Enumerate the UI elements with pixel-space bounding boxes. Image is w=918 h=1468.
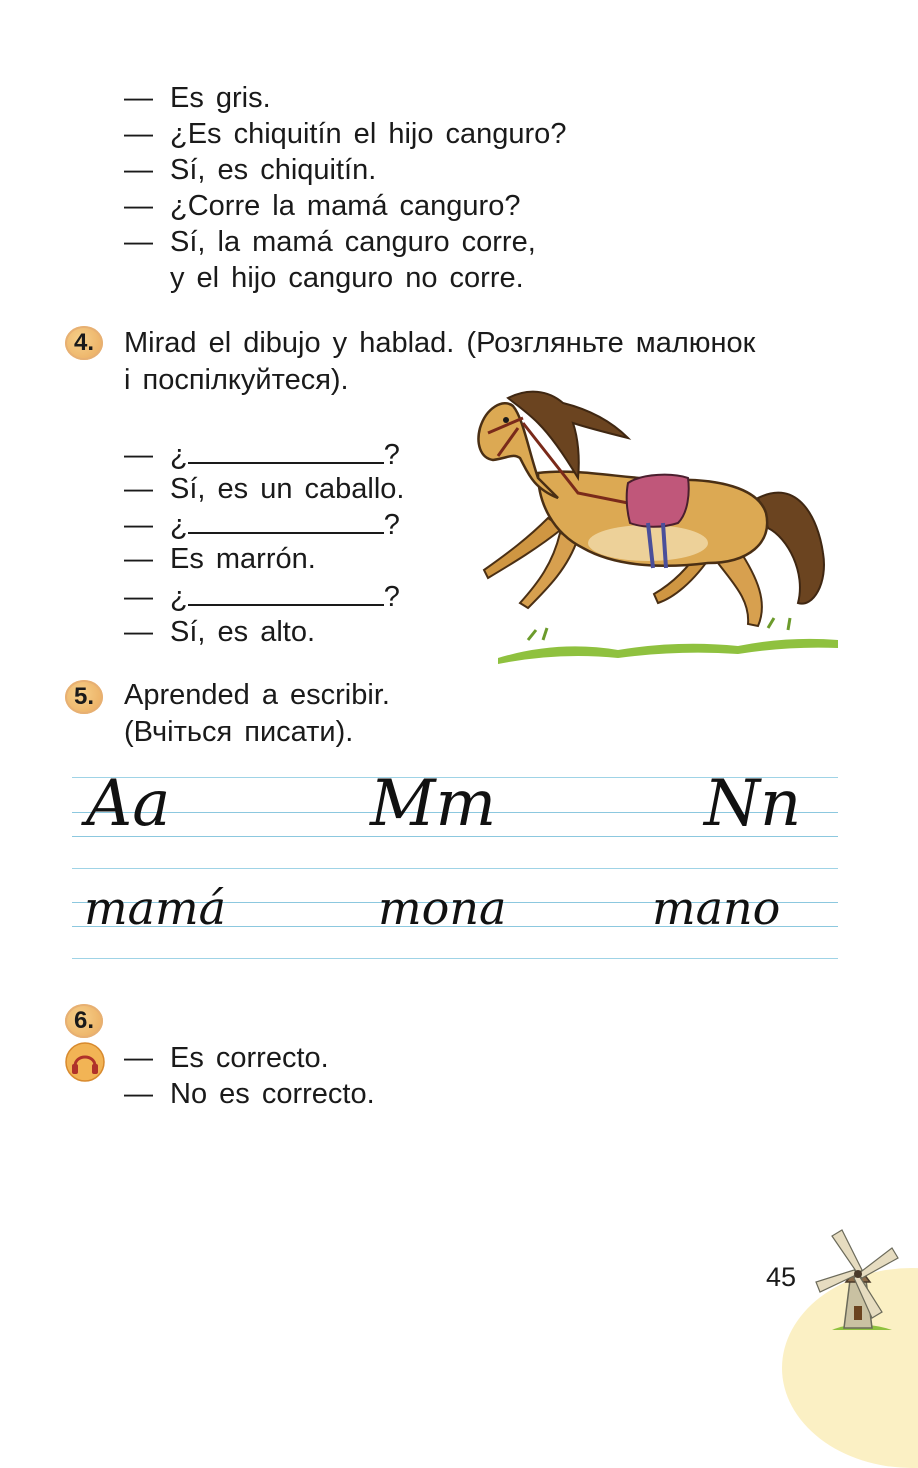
dialogue-line: — ¿ ? (124, 436, 400, 473)
dialogue-line: — Sí, la mamá canguro corre, (124, 226, 536, 258)
exercise-instruction: Mirad el dibujo y hablad. (Розгляньте малюнок (124, 327, 756, 359)
exercise-instruction-translation: (Вчіться писати). (124, 716, 354, 748)
writing-guide-line (72, 868, 838, 869)
dialogue-line: — Es correcto. (124, 1042, 329, 1074)
cursive-word: mano (652, 881, 781, 935)
answer-blank[interactable] (188, 578, 384, 606)
exercise-number-badge: 6. (65, 1004, 103, 1038)
dialogue-line: — Sí, es chiquitín. (124, 154, 377, 186)
exercise-number-badge: 5. (65, 680, 103, 714)
dialogue-line: — Sí, es un caballo. (124, 473, 405, 505)
dialogue-line: — ¿Es chiquitín el hijo canguro? (124, 118, 567, 150)
dialogue-line: y el hijo canguro no corre. (170, 262, 524, 294)
dialogue-line: — ¿ ? (124, 578, 400, 615)
dialogue-line: — Es marrón. (124, 543, 316, 575)
cursive-word: mona (378, 881, 507, 935)
page-number: 45 (766, 1262, 797, 1292)
exercise-number-badge: 4. (65, 326, 103, 360)
dialogue-line: — No es correcto. (124, 1078, 375, 1110)
cursive-letter-pair: Mm (370, 767, 497, 841)
dialogue-line: — ¿Corre la mamá canguro? (124, 190, 521, 222)
headphones-icon[interactable] (65, 1042, 105, 1082)
writing-guide-line (72, 958, 838, 959)
dialogue-line: — ¿ ? (124, 506, 400, 543)
cursive-letter-pair: Nn (704, 767, 802, 841)
dialogue-line: — Sí, es alto. (124, 616, 316, 648)
cursive-letter-pair: Aa (86, 767, 171, 841)
dialogue-line: — Es gris. (124, 82, 271, 114)
answer-blank[interactable] (188, 436, 384, 464)
horse-illustration (468, 378, 840, 668)
windmill-icon (802, 1218, 912, 1338)
exercise-instruction: Aprended a escribir. (124, 679, 390, 711)
cursive-word: mamá (84, 881, 227, 935)
answer-blank[interactable] (188, 506, 384, 534)
exercise-instruction-translation: і поспілкуйтеся). (124, 364, 349, 396)
